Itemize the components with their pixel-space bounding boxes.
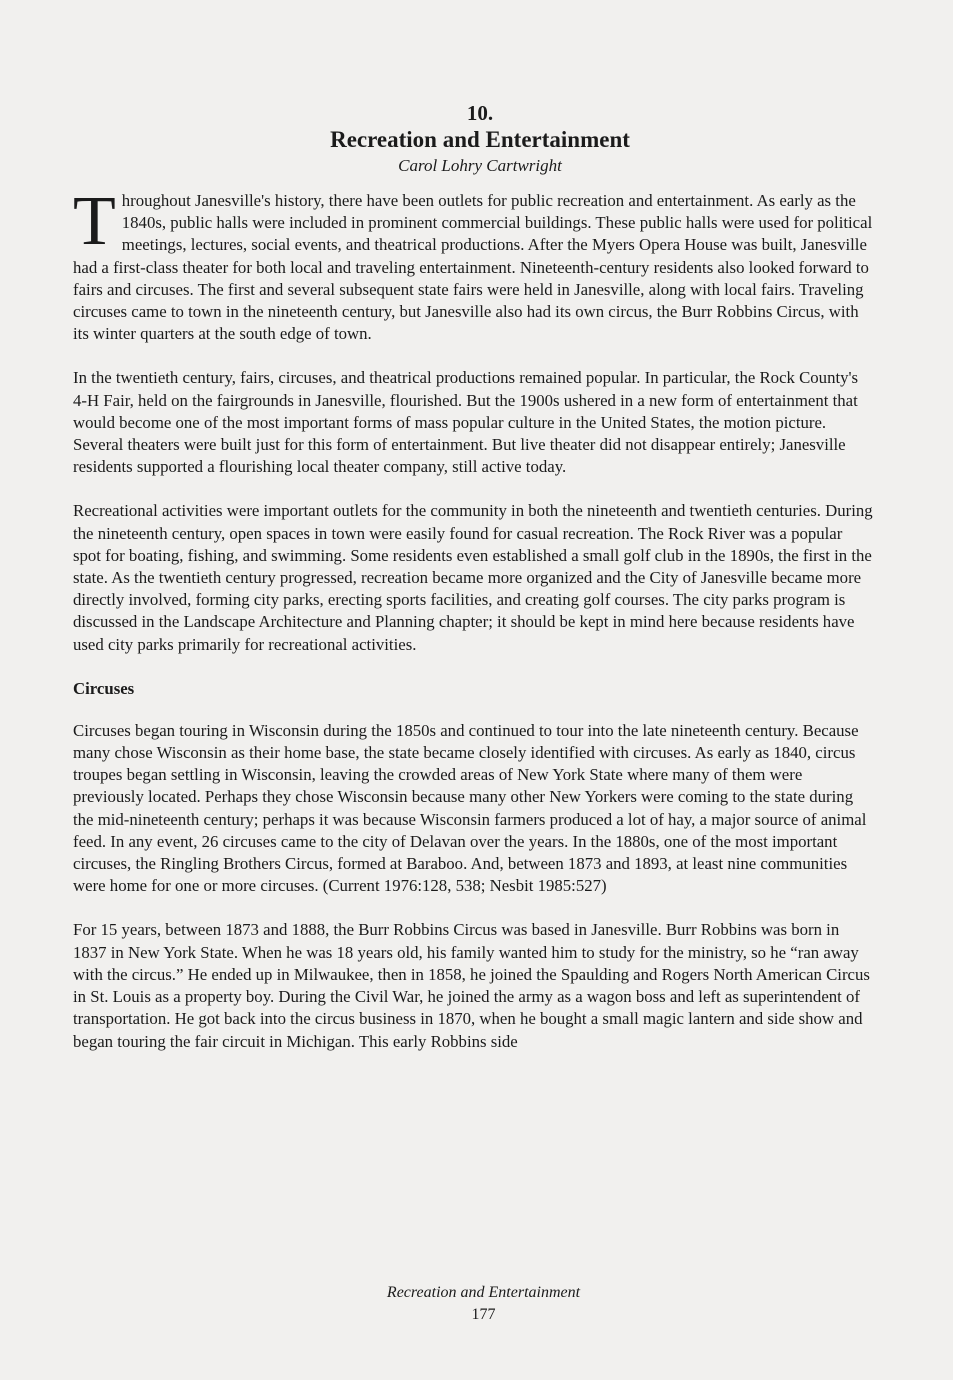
chapter-title: Recreation and Entertainment bbox=[330, 127, 630, 152]
paragraph-twentieth-century: In the twentieth century, fairs, circuses, and theatrical productions remained popular. In particular, the Rock County's 4-H Fair, held on the fairgrounds in Janesville, flourished. But the 1900s ushered in a new form of entertainment that would become one of the most important forms of mass popular culture in the United States, the motion picture. Several theaters were built just for this form of entertainment. But live theater did not disappear entirely; Janesville residents supported a flourishing local theater company, still active today. bbox=[73, 368, 859, 477]
page-content bbox=[73, 100, 873, 1075]
paragraph-circuses-wisconsin: Circuses began touring in Wisconsin during the 1850s and continued to tour into the late nineteenth century. Because many chose Wisconsin as their home base, the state became closely identified with circuses. As early as 1840, circus troupes began settling in Wisconsin, leaving the crowded areas of New York State where many of them were previously located. Perhaps they chose Wisconsin because many other New Yorkers were coming to the state during the mid-nineteenth century; perhaps it was because Wisconsin farmers produced a lot of hay, a major source of animal feed. In any event, 26 circuses came to the city of Delavan over the years. In the 1880s, one of the most important circuses, the Ringling Brothers Circus, formed at Baraboo. And, between 1873 and 1893, at least nine communities were home for one or more circuses. (Current 1976:128, 538; Nesbit 1985:527) bbox=[73, 720, 867, 896]
page-number: 177 bbox=[471, 1306, 496, 1323]
body-text bbox=[73, 183, 873, 1053]
paragraph-intro-text: hroughout Janesville's history, there have been outlets for public recreation and entertainment. As early as the 1840s, public halls were included in prominent commercial buildings. These public halls were used for political meetings, lectures, social events, and theatrical productions. After the Myers Opera House was built, Janesville had a first-class theater for both local and traveling entertainment. Nineteenth-century residents also looked forward to fairs and circuses. The first and several subsequent state fairs were held in Janesville, along with local fairs. Traveling circuses came to town in the nineteenth century, but Janesville also had its own circus, the Burr Robbins Circus, with its winter quarters at the south edge of town. bbox=[73, 191, 873, 344]
page-footer bbox=[0, 1282, 953, 1326]
paragraph-recreational-activities: Recreational activities were important outlets for the community in both the nineteenth and twentieth centuries. During the nineteenth century, open spaces in town were easily found for casual recreation. The Rock River was a popular spot for boating, fishing, and swimming. Some residents even established a small golf club in the 1890s, the first in the state. As the twentieth century progressed, recreation became more organized and the City of Janesville became more directly involved, forming city parks, erecting sports facilities, and creating golf courses. The city parks program is discussed in the Landscape Architecture and Planning chapter; it should be kept in mind here because residents have used city parks primarily for recreational activities. bbox=[73, 501, 873, 654]
footer-title: Recreation and Entertainment bbox=[386, 1284, 581, 1301]
drop-cap: T bbox=[73, 183, 116, 260]
chapter-number: 10. bbox=[466, 101, 494, 125]
paragraph-intro bbox=[73, 183, 873, 345]
section-heading-circuses: Circuses bbox=[73, 678, 135, 698]
chapter-author: Carol Lohry Cartwright bbox=[398, 156, 562, 175]
paragraph-burr-robbins: For 15 years, between 1873 and 1888, the Burr Robbins Circus was based in Janesville. Burr Robbins was born in 1837 in New York State. When he was 18 years old, his family wanted him to study for the ministry, so he “ran away with the circus.” He ended up in Milwaukee, then in 1858, he joined the Spaulding and Rogers North American Circus in St. Louis as a property boy. During the Civil War, he joined the army as a wagon boss and left as superintendent of transportation. He got back into the circus business in 1870, when he bought a small magic lantern and side show and began touring the fair circuit in Michigan. This early Robbins side bbox=[73, 920, 870, 1051]
